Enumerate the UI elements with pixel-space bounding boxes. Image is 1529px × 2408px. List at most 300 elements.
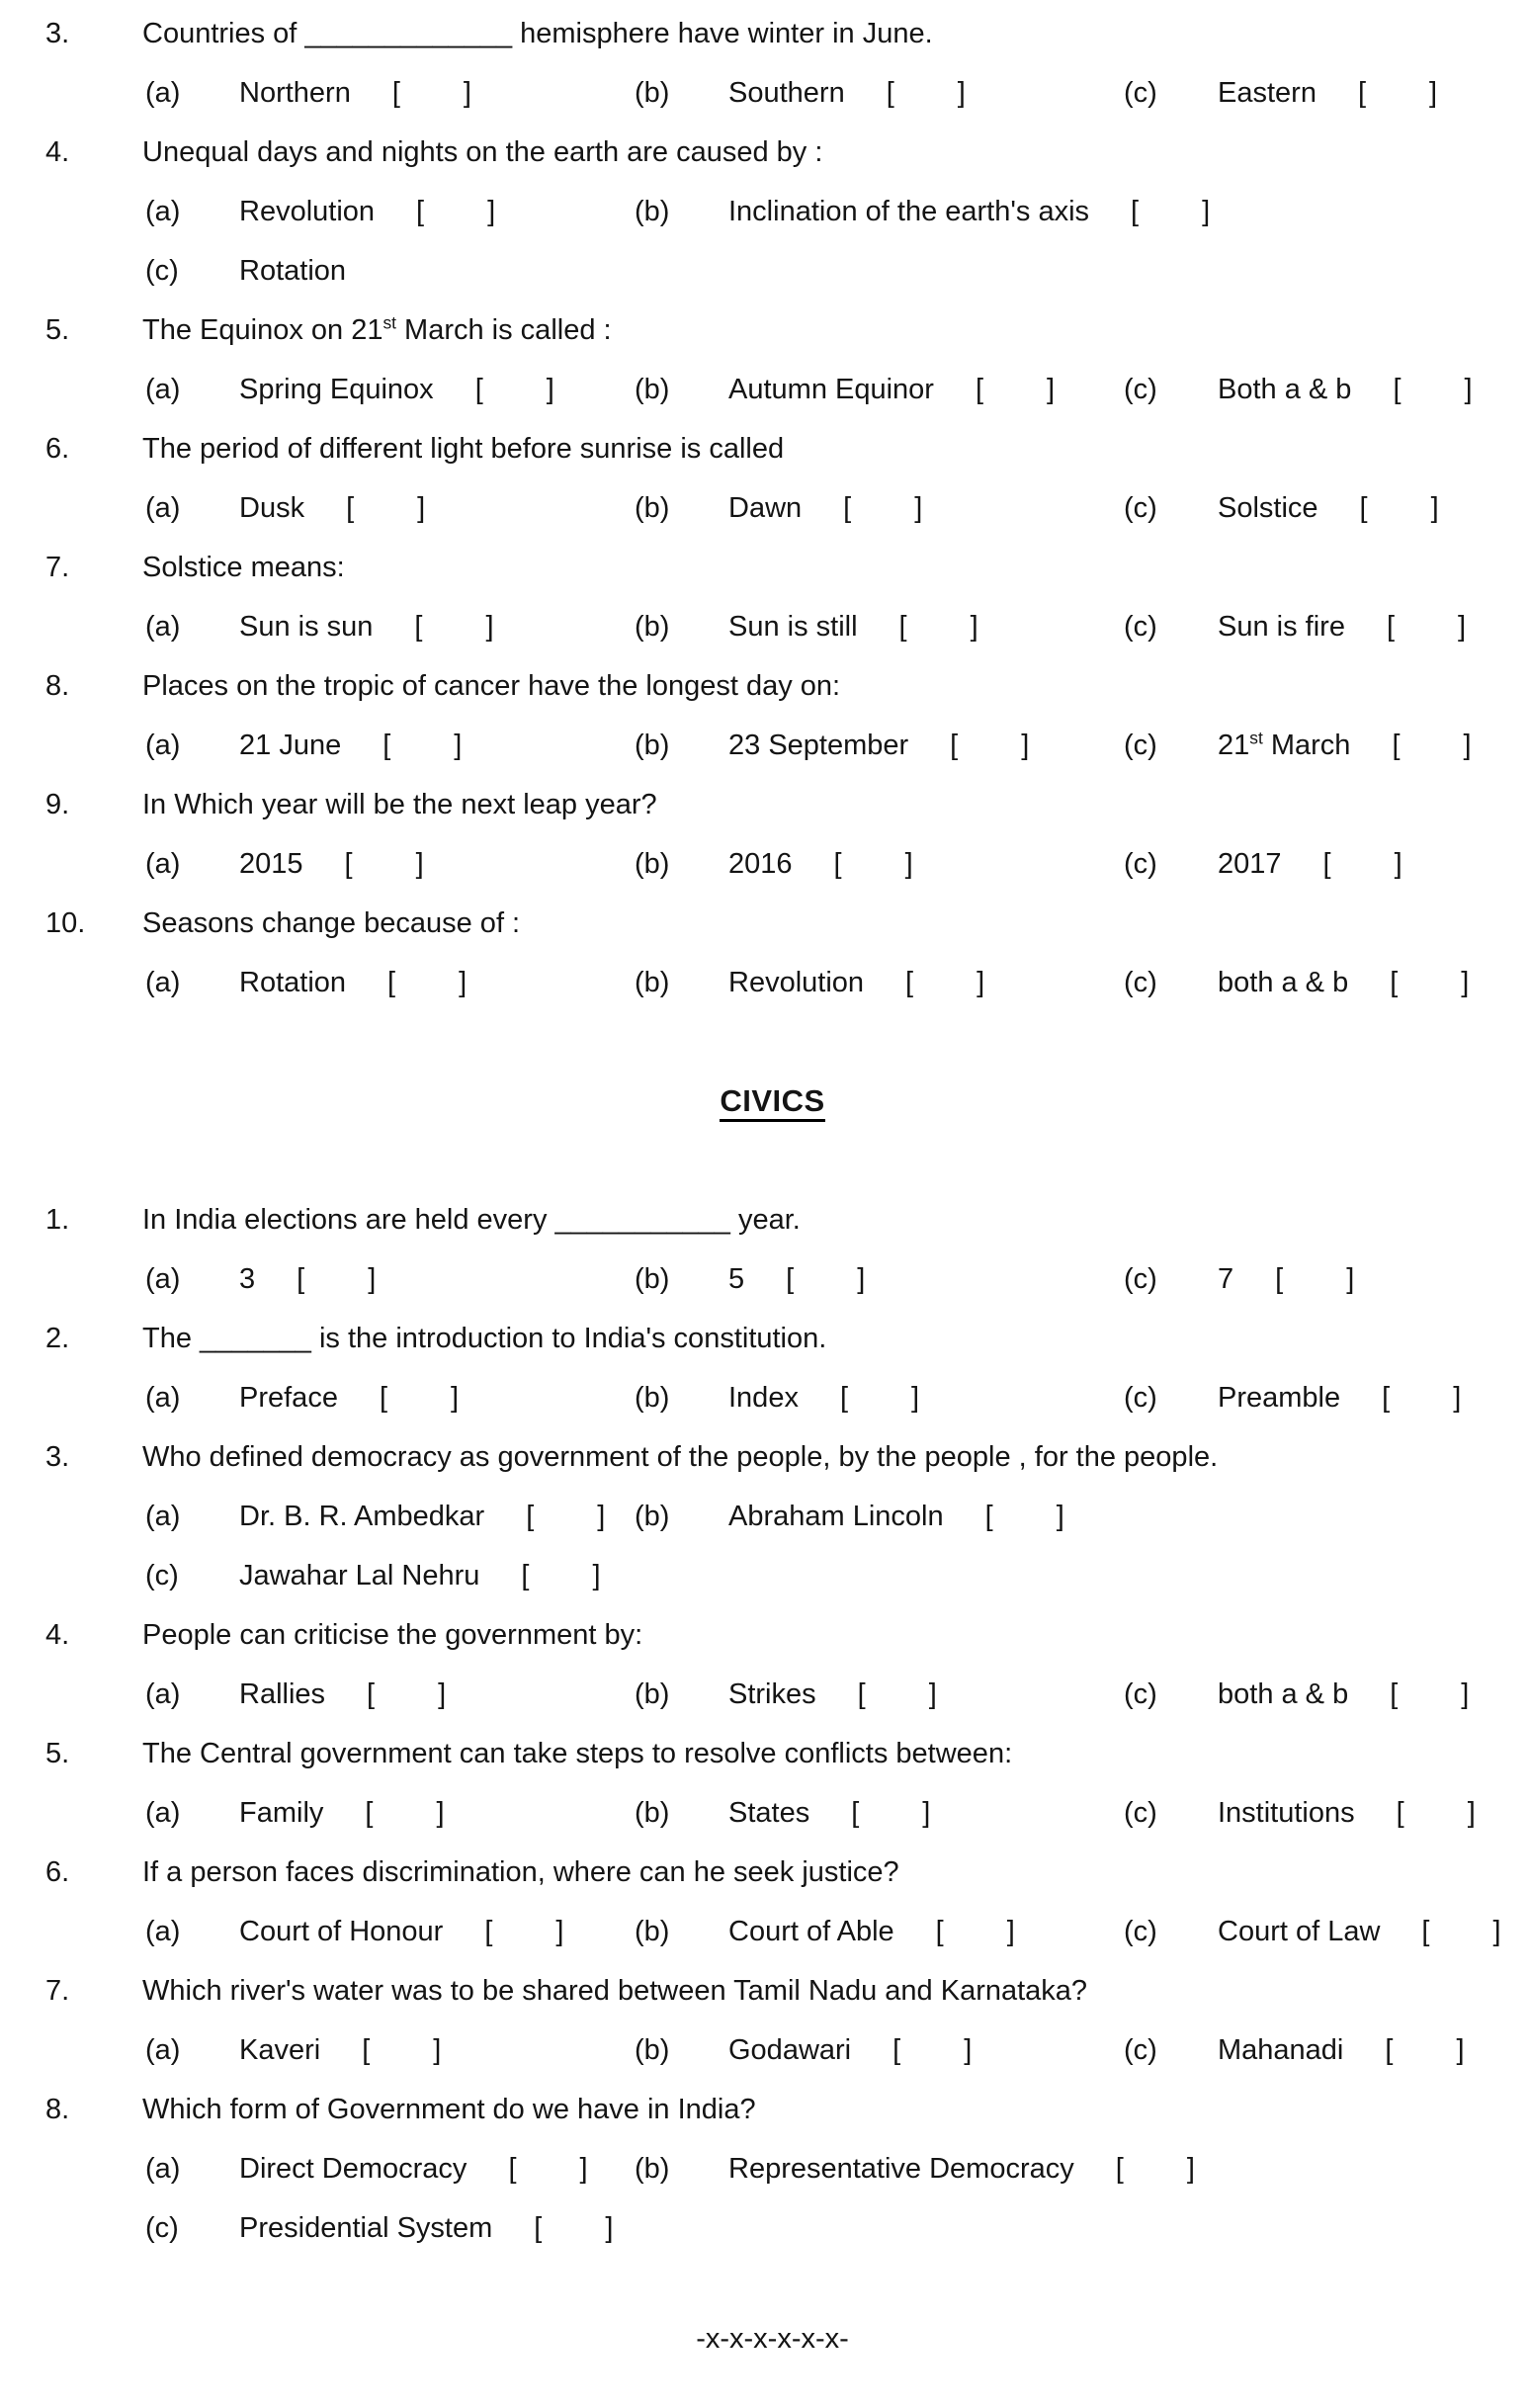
option-label: (c)	[1124, 1263, 1157, 1295]
option-label: (a)	[145, 848, 181, 880]
answer-brackets	[1131, 196, 1210, 227]
option	[145, 1249, 376, 1309]
option-row	[145, 1902, 1499, 1961]
bracket-close: ]	[579, 2153, 588, 2185]
question-number: 6.	[45, 433, 70, 465]
option-label: (c)	[1124, 77, 1157, 109]
option-row	[145, 241, 1499, 301]
bracket-open: [	[898, 611, 907, 643]
question-text: If a person faces discrimination, where can he seek justice?	[142, 1856, 899, 1888]
option	[1124, 2021, 1465, 2080]
option-label: (a)	[145, 77, 181, 109]
option-label: (c)	[1124, 730, 1157, 761]
bracket-open: [	[786, 1263, 795, 1295]
option-label: (a)	[145, 611, 181, 643]
question-number: 7.	[45, 1975, 70, 2007]
option-label: (c)	[1124, 374, 1157, 405]
bracket-open: [	[416, 196, 425, 227]
option	[1124, 360, 1473, 419]
answer-brackets	[475, 374, 554, 405]
option-row	[145, 2198, 1499, 2258]
bracket-open: [	[1386, 611, 1396, 643]
question-line	[45, 1427, 1499, 1487]
option-text: Northern	[239, 77, 351, 109]
option	[635, 1902, 1015, 1961]
bracket-close: ]	[1461, 967, 1470, 998]
bracket-close: ]	[928, 1678, 937, 1710]
bracket-open: [	[839, 1382, 849, 1414]
question-line	[45, 538, 1499, 597]
bracket-close: ]	[592, 1560, 601, 1591]
bracket-close: ]	[463, 77, 471, 109]
question-line	[45, 1961, 1499, 2021]
option-text: Court of Law	[1218, 1916, 1381, 1947]
option-row	[145, 360, 1499, 419]
option-label: (c)	[145, 255, 179, 287]
option-text: both a & b	[1218, 967, 1349, 998]
bracket-open: [	[391, 77, 400, 109]
answer-brackets	[905, 967, 984, 998]
option-label: (a)	[145, 374, 181, 405]
bracket-open: [	[508, 2153, 517, 2185]
question-line	[45, 1190, 1499, 1249]
option-row	[145, 478, 1499, 538]
answer-brackets	[899, 611, 978, 643]
bracket-close: ]	[1453, 1382, 1462, 1414]
question-line	[45, 656, 1499, 716]
option-label: (b)	[635, 196, 670, 227]
option-text: Index	[728, 1382, 799, 1414]
option	[1124, 478, 1439, 538]
option	[145, 953, 467, 1012]
option	[635, 1665, 937, 1724]
option-text: both a & b	[1218, 1678, 1349, 1710]
option	[1124, 1665, 1469, 1724]
option-label: (c)	[1124, 1797, 1157, 1829]
question-number: 6.	[45, 1856, 70, 1888]
bracket-close: ]	[417, 492, 426, 524]
bracket-close: ]	[1202, 196, 1211, 227]
option-text: Mahanadi	[1218, 2034, 1344, 2066]
option-label: (b)	[635, 2153, 670, 2185]
option	[1124, 597, 1466, 656]
section-heading-row	[45, 1072, 1499, 1131]
option-text: States	[728, 1797, 810, 1829]
option	[145, 834, 424, 894]
option-text: 2016	[728, 848, 793, 880]
option-label: (b)	[635, 1797, 670, 1829]
option	[635, 2139, 1195, 2198]
page-footer: -x-x-x-x-x-x-	[696, 2323, 849, 2355]
bracket-close: ]	[922, 1797, 931, 1829]
option-label: (a)	[145, 730, 181, 761]
option	[635, 1249, 865, 1309]
option-text: Southern	[728, 77, 845, 109]
bracket-close: ]	[438, 1678, 447, 1710]
bracket-open: [	[534, 2212, 543, 2244]
option-label: (c)	[1124, 1916, 1157, 1947]
option-row	[145, 1783, 1499, 1843]
option	[1124, 1249, 1354, 1309]
question-line	[45, 2080, 1499, 2139]
answer-brackets	[508, 2153, 587, 2185]
question-number: 5.	[45, 314, 70, 346]
option-text: Solstice	[1218, 492, 1318, 524]
answer-brackets	[297, 1263, 376, 1295]
bracket-close: ]	[433, 2034, 442, 2066]
answer-brackets	[950, 730, 1029, 761]
option-text: Autumn Equinor	[728, 374, 934, 405]
bracket-close: ]	[964, 2034, 973, 2066]
bracket-close: ]	[1456, 2034, 1465, 2066]
option-label: (c)	[1124, 611, 1157, 643]
bracket-open: [	[1382, 1382, 1391, 1414]
option-text: Dusk	[239, 492, 305, 524]
option-text: Representative Democracy	[728, 2153, 1074, 2185]
option-row	[145, 1249, 1499, 1309]
option	[145, 2139, 588, 2198]
option-text: Revolution	[239, 196, 376, 227]
bracket-close: ]	[605, 2212, 614, 2244]
bracket-close: ]	[485, 611, 494, 643]
bracket-close: ]	[1346, 1263, 1355, 1295]
bracket-close: ]	[1047, 374, 1056, 405]
option-label: (a)	[145, 1797, 181, 1829]
option-text: 2017	[1218, 848, 1282, 880]
option-text: Revolution	[728, 967, 865, 998]
option-text: 2015	[239, 848, 303, 880]
bracket-open: [	[1357, 77, 1367, 109]
bracket-open: [	[950, 730, 959, 761]
question-text: Unequal days and nights on the earth are caused by :	[142, 136, 823, 168]
option-text: Jawahar Lal Nehru	[239, 1560, 480, 1591]
bracket-close: ]	[487, 196, 496, 227]
answer-brackets	[387, 967, 467, 998]
option-label: (a)	[145, 196, 181, 227]
question-text: Solstice means:	[142, 552, 345, 583]
question-line	[45, 1724, 1499, 1783]
option-label: (a)	[145, 2153, 181, 2185]
bracket-close: ]	[970, 611, 978, 643]
option-label: (b)	[635, 2034, 670, 2066]
bracket-open: [	[833, 848, 842, 880]
option-label: (b)	[635, 848, 670, 880]
bracket-close: ]	[1458, 611, 1467, 643]
answer-brackets	[1382, 1382, 1461, 1414]
answer-brackets	[1397, 1797, 1476, 1829]
bracket-open: [	[935, 1916, 944, 1947]
option	[1124, 63, 1437, 123]
option	[145, 597, 494, 656]
question-text: In India elections are held every ___________ year.	[142, 1204, 801, 1236]
bracket-close: ]	[857, 1263, 866, 1295]
bracket-open: [	[474, 374, 483, 405]
option	[635, 360, 1055, 419]
question-text: Which river's water was to be shared between Tamil Nadu and Karnataka?	[142, 1975, 1088, 2007]
option-row	[145, 716, 1499, 775]
option	[1124, 1368, 1461, 1427]
bracket-open: [	[526, 1501, 535, 1532]
answer-brackets	[484, 1916, 563, 1947]
question-number: 1.	[45, 1204, 70, 1236]
option-row	[145, 63, 1499, 123]
option-row	[145, 1546, 1499, 1605]
bracket-open: [	[387, 967, 396, 998]
bracket-open: [	[297, 1263, 305, 1295]
option-row	[145, 1368, 1499, 1427]
bracket-open: [	[1359, 492, 1368, 524]
question-line	[45, 894, 1499, 953]
answer-brackets	[1387, 611, 1466, 643]
answer-brackets	[1358, 77, 1437, 109]
option	[145, 1368, 459, 1427]
option-row	[145, 834, 1499, 894]
answer-brackets	[858, 1678, 937, 1710]
answer-brackets	[392, 77, 471, 109]
answer-brackets	[1275, 1263, 1354, 1295]
option	[145, 63, 471, 123]
bracket-close: ]	[368, 1263, 377, 1295]
option-text: Preface	[239, 1382, 338, 1414]
option-row	[145, 1665, 1499, 1724]
bracket-open: [	[346, 492, 355, 524]
answer-brackets	[1421, 1916, 1500, 1947]
option-text: Spring Equinox	[239, 374, 434, 405]
option-label: (c)	[1124, 1678, 1157, 1710]
questions-root	[45, 4, 1499, 2258]
bracket-close: ]	[977, 967, 985, 998]
option	[1124, 716, 1472, 775]
option	[1124, 1783, 1476, 1843]
bracket-close: ]	[957, 77, 966, 109]
bracket-open: [	[892, 2034, 901, 2066]
option-text: Rotation	[239, 255, 347, 287]
option-text: Eastern	[1218, 77, 1317, 109]
question-line	[45, 301, 1499, 360]
option-text: Dawn	[728, 492, 803, 524]
answer-brackets	[382, 730, 462, 761]
option	[635, 716, 1029, 775]
option	[635, 1368, 919, 1427]
bracket-close: ]	[1021, 730, 1030, 761]
bracket-close: ]	[1394, 848, 1402, 880]
option-label: (c)	[1124, 492, 1157, 524]
option-label: (a)	[145, 1263, 181, 1295]
option	[1124, 953, 1469, 1012]
answer-brackets	[380, 1382, 459, 1414]
option-label: (a)	[145, 1382, 181, 1414]
answer-brackets	[1393, 374, 1472, 405]
option	[635, 834, 913, 894]
bracket-open: [	[414, 611, 423, 643]
question-number: 8.	[45, 670, 70, 702]
answer-brackets	[1323, 848, 1402, 880]
superscript: st	[382, 312, 396, 333]
option-text: Abraham Lincoln	[728, 1501, 944, 1532]
answer-brackets	[526, 1501, 605, 1532]
answer-brackets	[1385, 2034, 1464, 2066]
option	[1124, 1902, 1501, 1961]
option-label: (b)	[635, 1916, 670, 1947]
option	[145, 182, 495, 241]
bracket-open: [	[984, 1501, 993, 1532]
option-label: (b)	[635, 1501, 670, 1532]
bracket-close: ]	[597, 1501, 606, 1532]
bracket-open: [	[905, 967, 914, 998]
option-text: 5	[728, 1263, 745, 1295]
question-text: Which form of Government do we have in India?	[142, 2094, 756, 2125]
answer-brackets	[416, 196, 495, 227]
option-row	[145, 953, 1499, 1012]
option-label: (b)	[635, 1263, 670, 1295]
option-label: (b)	[635, 1382, 670, 1414]
option-text: Both a & b	[1218, 374, 1352, 405]
option	[145, 1783, 445, 1843]
option-label: (a)	[145, 967, 181, 998]
option-label: (a)	[145, 1678, 181, 1710]
option-text: Direct Democracy	[239, 2153, 467, 2185]
answer-brackets	[1360, 492, 1439, 524]
question-text: The Equinox on 21st March is called :	[142, 312, 612, 346]
option	[145, 241, 346, 301]
bracket-close: ]	[904, 848, 913, 880]
bracket-open: [	[1131, 196, 1140, 227]
option-text: Sun is sun	[239, 611, 374, 643]
option	[635, 1783, 930, 1843]
option-label: (b)	[635, 730, 670, 761]
answer-brackets	[345, 848, 424, 880]
bracket-close: ]	[1430, 492, 1439, 524]
bracket-close: ]	[454, 730, 463, 761]
option-text: 3	[239, 1263, 256, 1295]
question-text: Countries of _____________ hemisphere have winter in June.	[142, 18, 933, 49]
option-row	[145, 2139, 1499, 2198]
answer-brackets	[365, 1797, 444, 1829]
question-text: People can criticise the government by:	[142, 1619, 643, 1651]
option-text: Court of Honour	[239, 1916, 444, 1947]
option-text: Preamble	[1218, 1382, 1341, 1414]
answer-brackets	[362, 2034, 441, 2066]
option-row	[145, 1487, 1499, 1546]
answer-brackets	[1390, 967, 1469, 998]
question-number: 3.	[45, 18, 70, 49]
bracket-close: ]	[546, 374, 554, 405]
option	[635, 2021, 972, 2080]
bracket-open: [	[344, 848, 353, 880]
option-text: Rotation	[239, 967, 347, 998]
option-label: (b)	[635, 1678, 670, 1710]
question-text: Seasons change because of :	[142, 907, 521, 939]
question-line	[45, 419, 1499, 478]
answer-brackets	[367, 1678, 446, 1710]
bracket-close: ]	[1492, 1916, 1501, 1947]
answer-brackets	[534, 2212, 613, 2244]
question-number: 7.	[45, 552, 70, 583]
option	[145, 1487, 605, 1546]
bracket-open: [	[382, 730, 391, 761]
bracket-close: ]	[1463, 730, 1472, 761]
answer-brackets	[892, 2034, 972, 2066]
bracket-open: [	[1421, 1916, 1430, 1947]
option-label: (b)	[635, 374, 670, 405]
question-line	[45, 4, 1499, 63]
bracket-close: ]	[1467, 1797, 1476, 1829]
bracket-open: [	[886, 77, 894, 109]
option-text: Dr. B. R. Ambedkar	[239, 1501, 485, 1532]
bracket-open: [	[367, 1678, 376, 1710]
option	[635, 597, 978, 656]
question-text: The Central government can take steps to resolve conflicts between:	[142, 1738, 1013, 1769]
option-label: (b)	[635, 492, 670, 524]
bracket-open: [	[975, 374, 984, 405]
option-text: Strikes	[728, 1678, 816, 1710]
answer-brackets	[834, 848, 913, 880]
bracket-close: ]	[911, 1382, 920, 1414]
answer-brackets	[851, 1797, 930, 1829]
option-text: Court of Able	[728, 1916, 894, 1947]
option	[145, 716, 462, 775]
answer-brackets	[840, 1382, 919, 1414]
option-text: 7	[1218, 1263, 1234, 1295]
bracket-open: [	[484, 1916, 493, 1947]
bracket-close: ]	[1006, 1916, 1015, 1947]
option-text: 21st March	[1218, 728, 1351, 761]
bracket-open: [	[521, 1560, 530, 1591]
option-text: 21 June	[239, 730, 342, 761]
answer-brackets	[1392, 730, 1471, 761]
answer-brackets	[346, 492, 425, 524]
option-text: Rallies	[239, 1678, 326, 1710]
option-text: Sun is still	[728, 611, 858, 643]
bracket-open: [	[1393, 374, 1402, 405]
option-text: Institutions	[1218, 1797, 1355, 1829]
question-text: Who defined democracy as government of the people, by the people , for the people.	[142, 1441, 1219, 1473]
bracket-close: ]	[1056, 1501, 1064, 1532]
option	[145, 478, 425, 538]
option	[1124, 834, 1402, 894]
option-row	[145, 597, 1499, 656]
bracket-close: ]	[451, 1382, 460, 1414]
option-label: (c)	[145, 1560, 179, 1591]
question-number: 3.	[45, 1441, 70, 1473]
question-text: In Which year will be the next leap year?	[142, 789, 657, 820]
option	[145, 1902, 563, 1961]
option	[145, 1546, 601, 1605]
option-text: Family	[239, 1797, 324, 1829]
option-row	[145, 182, 1499, 241]
option	[635, 953, 984, 1012]
answer-brackets	[887, 77, 966, 109]
bracket-close: ]	[436, 1797, 445, 1829]
bracket-close: ]	[1429, 77, 1438, 109]
question-line	[45, 123, 1499, 182]
answer-brackets	[843, 492, 922, 524]
option	[635, 1487, 1064, 1546]
option-label: (b)	[635, 967, 670, 998]
bracket-open: [	[1275, 1263, 1284, 1295]
answer-brackets	[976, 374, 1055, 405]
bracket-close: ]	[1461, 1678, 1470, 1710]
option-text: 23 September	[728, 730, 909, 761]
bracket-open: [	[843, 492, 852, 524]
superscript: st	[1249, 728, 1263, 748]
option	[635, 182, 1210, 241]
option-label: (c)	[1124, 848, 1157, 880]
question-text: The _______ is the introduction to India's constitution.	[142, 1323, 827, 1354]
question-number: 9.	[45, 789, 70, 820]
option-text: Inclination of the earth's axis	[728, 196, 1090, 227]
answer-brackets	[1116, 2153, 1195, 2185]
